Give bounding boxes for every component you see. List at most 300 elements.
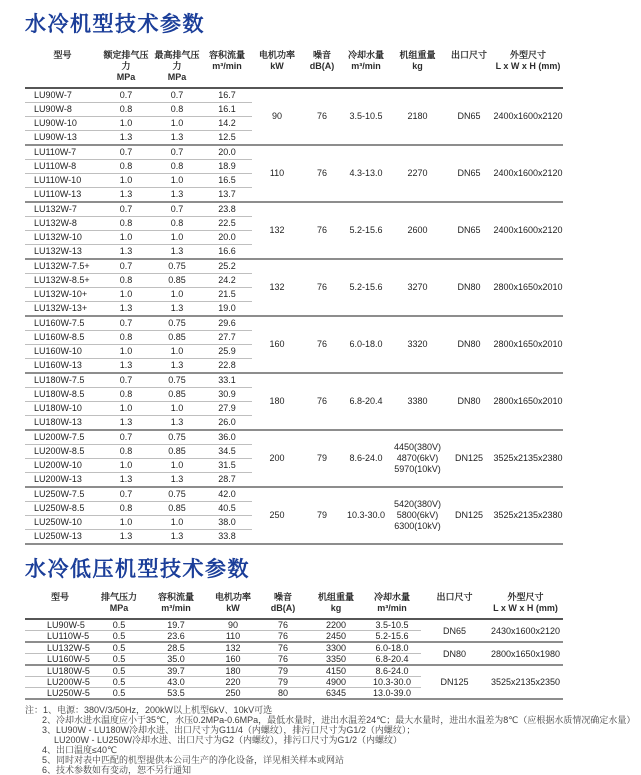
cell-outlet: DN125	[445, 487, 493, 544]
table-row	[25, 145, 563, 160]
column-header-model	[25, 592, 95, 619]
cell-model: LU200W-13	[25, 473, 100, 488]
cell-flow: 20.0	[202, 145, 252, 160]
column-header-outlet	[445, 50, 493, 88]
cell-line: 2600	[407, 225, 428, 235]
cell-pressure: 0.5	[95, 677, 143, 688]
cell-noise: 76	[302, 202, 342, 259]
cell-power: 110	[252, 145, 302, 202]
cell-outlet: DN65	[421, 619, 488, 642]
cell-weight	[390, 487, 445, 544]
header-unit: L x W x H (mm)	[493, 603, 558, 613]
cell-power: 132	[252, 202, 302, 259]
header-label: 额定排气压力	[103, 50, 149, 71]
cell-model: LU180W-7.5	[25, 373, 100, 388]
cell-noise: 76	[302, 259, 342, 316]
table-row	[25, 259, 563, 274]
header-unit: m³/min	[212, 61, 242, 71]
header-label: 电机功率	[214, 592, 251, 602]
header-unit: kg	[412, 61, 423, 71]
cell-model: LU250W-7.5	[25, 487, 100, 502]
cell-max-pressure: 1.0	[152, 288, 202, 302]
cell-water: 6.8-20.4	[342, 373, 390, 430]
column-header-weight	[309, 592, 363, 619]
header-label: 最高排气压力	[154, 50, 200, 71]
cell-max-pressure: 0.8	[152, 217, 202, 231]
cell-dims: 2400x1600x2120	[493, 202, 563, 259]
cell-max-pressure: 0.85	[152, 445, 202, 459]
cell-max-pressure: 0.75	[152, 316, 202, 331]
cell-flow: 29.6	[202, 316, 252, 331]
cell-rated-pressure: 1.3	[100, 359, 152, 374]
cell-flow: 35.0	[143, 654, 209, 666]
cell-flow: 16.7	[202, 88, 252, 103]
cell-water: 10.3-30.0	[363, 677, 421, 688]
cell-water: 3.5-10.5	[342, 88, 390, 145]
column-header-rated-pressure	[100, 50, 152, 88]
cell-model: LU160W-5	[25, 654, 95, 666]
cell-flow: 26.0	[202, 416, 252, 431]
cell-max-pressure: 0.7	[152, 88, 202, 103]
cell-flow: 38.0	[202, 516, 252, 530]
cell-model: LU250W-5	[25, 688, 95, 700]
cell-max-pressure: 0.75	[152, 430, 202, 445]
cell-rated-pressure: 1.3	[100, 188, 152, 203]
cell-weight: 4900	[309, 677, 363, 688]
cell-rated-pressure: 0.7	[100, 316, 152, 331]
cell-rated-pressure: 0.8	[100, 103, 152, 117]
note-line: 3、LU90W - LU180W冷却水进、出口尺寸为G11/4（内螺纹），排污口尺寸为G1/2（内螺纹）；	[42, 725, 416, 735]
cell-flow: 33.1	[202, 373, 252, 388]
cell-rated-pressure: 1.3	[100, 131, 152, 146]
cell-max-pressure: 0.85	[152, 502, 202, 516]
cell-model: LU160W-7.5	[25, 316, 100, 331]
cell-model: LU90W-10	[25, 117, 100, 131]
note-line: 2、冷却水进水温度应小于35℃，水压0.2MPa-0.6MPa，最低水量时，进出水温差24℃；最大水量时，进出水温差为8℃（应根据水质情况确定水量）	[42, 715, 636, 725]
header-label: 冷却水量	[347, 50, 384, 60]
cell-rated-pressure: 0.7	[100, 259, 152, 274]
table-row	[25, 487, 563, 502]
column-header-weight	[390, 50, 445, 88]
cell-max-pressure: 1.0	[152, 516, 202, 530]
cell-power: 220	[209, 677, 257, 688]
header-label: 噪音	[273, 592, 292, 602]
cell-max-pressure: 1.0	[152, 174, 202, 188]
cell-power: 180	[209, 665, 257, 677]
cell-outlet: DN125	[445, 430, 493, 487]
table1-title: 水冷机型技术参数	[25, 13, 205, 36]
cell-noise: 79	[302, 430, 342, 487]
cell-model: LU132W-13+	[25, 302, 100, 317]
cell-water: 8.6-24.0	[363, 665, 421, 677]
cell-line: 4450(380V)	[393, 442, 442, 452]
note-line: 5、同时对表中匹配的机型提供本公司生产的净化设备，详见相关样本或网站	[42, 755, 345, 765]
cell-model: LU132W-7.5+	[25, 259, 100, 274]
cell-line: 3270	[407, 282, 428, 292]
cell-weight: 4150	[309, 665, 363, 677]
cell-noise: 76	[257, 619, 309, 631]
header-unit: kg	[330, 603, 342, 613]
cell-rated-pressure: 1.0	[100, 516, 152, 530]
cell-model: LU200W-10	[25, 459, 100, 473]
table-row	[25, 430, 563, 445]
cell-flow: 22.8	[202, 359, 252, 374]
column-header-power	[252, 50, 302, 88]
cell-dims: 2400x1600x2120	[493, 88, 563, 145]
cell-flow: 25.2	[202, 259, 252, 274]
water-cooled-table-container	[25, 50, 641, 545]
cell-flow: 19.7	[143, 619, 209, 631]
column-header-power	[209, 592, 257, 619]
cell-weight	[390, 202, 445, 259]
column-header-flow	[143, 592, 209, 619]
cell-line: 5800(6kV)	[396, 510, 439, 520]
cell-max-pressure: 0.85	[152, 331, 202, 345]
cell-rated-pressure: 1.0	[100, 288, 152, 302]
cell-flow: 33.8	[202, 530, 252, 545]
header-label: 出口尺寸	[450, 50, 487, 60]
cell-max-pressure: 0.85	[152, 388, 202, 402]
cell-water: 5.2-15.6	[342, 259, 390, 316]
cell-water: 4.3-13.0	[342, 145, 390, 202]
cell-power: 200	[252, 430, 302, 487]
cell-rated-pressure: 1.3	[100, 302, 152, 317]
cell-pressure: 0.5	[95, 631, 143, 643]
cell-flow: 20.0	[202, 231, 252, 245]
cell-water: 6.0-18.0	[363, 642, 421, 654]
cell-outlet: DN125	[421, 665, 488, 699]
cell-model: LU90W-5	[25, 619, 95, 631]
cell-power: 110	[209, 631, 257, 643]
header-label: 机组重量	[317, 592, 354, 602]
cell-model: LU110W-13	[25, 188, 100, 203]
cell-power: 132	[209, 642, 257, 654]
cell-weight: 3350	[309, 654, 363, 666]
table-row	[25, 665, 563, 677]
cell-line: 6300(10kV)	[394, 521, 441, 531]
cell-pressure: 0.5	[95, 654, 143, 666]
cell-rated-pressure: 1.0	[100, 459, 152, 473]
header-label: 出口尺寸	[436, 592, 473, 602]
cell-weight	[390, 259, 445, 316]
cell-flow: 19.0	[202, 302, 252, 317]
cell-max-pressure: 1.0	[152, 459, 202, 473]
cell-rated-pressure: 1.0	[100, 231, 152, 245]
header-label: 型号	[50, 592, 69, 602]
cell-rated-pressure: 1.3	[100, 416, 152, 431]
cell-outlet: DN80	[445, 316, 493, 373]
cell-max-pressure: 0.8	[152, 103, 202, 117]
cell-line: 5970(10kV)	[394, 464, 441, 474]
column-header-noise	[257, 592, 309, 619]
cell-model: LU132W-13	[25, 245, 100, 260]
cell-power: 132	[252, 259, 302, 316]
cell-rated-pressure: 0.7	[100, 202, 152, 217]
cell-dims: 3525x2135x2350	[488, 665, 563, 699]
cell-outlet: DN80	[445, 373, 493, 430]
cell-rated-pressure: 1.3	[100, 473, 152, 488]
cell-outlet: DN80	[421, 642, 488, 665]
cell-model: LU90W-7	[25, 88, 100, 103]
cell-flow: 34.5	[202, 445, 252, 459]
cell-flow: 13.7	[202, 188, 252, 203]
cell-model: LU110W-5	[25, 631, 95, 643]
cell-weight: 3300	[309, 642, 363, 654]
header-label: 电机功率	[258, 50, 295, 60]
cell-max-pressure: 1.3	[152, 473, 202, 488]
cell-water: 6.0-18.0	[342, 316, 390, 373]
cell-model: LU90W-13	[25, 131, 100, 146]
column-header-max-pressure	[152, 50, 202, 88]
cell-rated-pressure: 0.8	[100, 502, 152, 516]
cell-model: LU180W-13	[25, 416, 100, 431]
cell-dims: 2800x1650x2010	[493, 259, 563, 316]
cell-outlet: DN65	[445, 202, 493, 259]
cell-flow: 23.8	[202, 202, 252, 217]
cell-line: 3380	[407, 396, 428, 406]
cell-noise: 76	[302, 145, 342, 202]
cell-flow: 28.5	[143, 642, 209, 654]
cell-water: 13.0-39.0	[363, 688, 421, 700]
cell-weight	[390, 430, 445, 487]
header-label: 排气压力	[100, 592, 137, 602]
cell-line: 2180	[407, 111, 428, 121]
cell-model: LU250W-10	[25, 516, 100, 530]
cell-weight: 2450	[309, 631, 363, 643]
cell-max-pressure: 1.3	[152, 188, 202, 203]
header-unit: MPa	[167, 72, 187, 82]
cell-flow: 42.0	[202, 487, 252, 502]
cell-flow: 39.7	[143, 665, 209, 677]
cell-rated-pressure: 0.7	[100, 487, 152, 502]
cell-max-pressure: 1.3	[152, 416, 202, 431]
cell-outlet: DN65	[445, 145, 493, 202]
cell-noise: 76	[302, 88, 342, 145]
cell-model: LU132W-8.5+	[25, 274, 100, 288]
cell-weight	[390, 373, 445, 430]
cell-model: LU110W-10	[25, 174, 100, 188]
cell-flow: 43.0	[143, 677, 209, 688]
cell-dims: 2430x1600x2120	[488, 619, 563, 642]
cell-rated-pressure: 0.8	[100, 160, 152, 174]
table-row	[25, 316, 563, 331]
cell-pressure: 0.5	[95, 665, 143, 677]
cell-power: 250	[252, 487, 302, 544]
cell-model: LU180W-5	[25, 665, 95, 677]
cell-max-pressure: 0.7	[152, 202, 202, 217]
header-label: 型号	[53, 50, 72, 60]
header-label: 噪音	[312, 50, 331, 60]
cell-dims: 2800x1650x2010	[493, 316, 563, 373]
cell-water: 5.2-15.6	[363, 631, 421, 643]
cell-flow: 23.6	[143, 631, 209, 643]
column-header-pressure	[95, 592, 143, 619]
cell-pressure: 0.5	[95, 688, 143, 700]
cell-weight	[390, 316, 445, 373]
column-header-dims	[488, 592, 563, 619]
table-row	[25, 642, 563, 654]
cell-power: 160	[252, 316, 302, 373]
header-row	[25, 592, 563, 619]
cell-weight: 2200	[309, 619, 363, 631]
cell-flow: 27.9	[202, 402, 252, 416]
water-cooled-spec-table	[25, 50, 563, 545]
cell-max-pressure: 1.0	[152, 117, 202, 131]
cell-max-pressure: 1.3	[152, 131, 202, 146]
cell-rated-pressure: 0.8	[100, 388, 152, 402]
header-label: 机组重量	[399, 50, 436, 60]
header-label: 容积流量	[157, 592, 194, 602]
cell-power: 90	[209, 619, 257, 631]
cell-power: 90	[252, 88, 302, 145]
cell-max-pressure: 1.3	[152, 245, 202, 260]
cell-max-pressure: 0.7	[152, 145, 202, 160]
cell-model: LU132W-7	[25, 202, 100, 217]
cell-weight	[390, 145, 445, 202]
table-row	[25, 202, 563, 217]
header-row	[25, 50, 563, 88]
cell-dims: 2400x1600x2120	[493, 145, 563, 202]
cell-model: LU250W-13	[25, 530, 100, 545]
cell-dims: 3525x2135x2380	[493, 430, 563, 487]
header-label: 外型尺寸	[509, 50, 546, 60]
low-pressure-spec-table	[25, 592, 563, 700]
header-unit: m³/min	[377, 603, 407, 613]
cell-max-pressure: 1.0	[152, 231, 202, 245]
header-label: 容积流量	[208, 50, 245, 60]
cell-model: LU90W-8	[25, 103, 100, 117]
cell-water: 3.5-10.5	[363, 619, 421, 631]
cell-outlet: DN80	[445, 259, 493, 316]
table-row	[25, 619, 563, 631]
cell-dims: 2800x1650x1980	[488, 642, 563, 665]
column-header-dims	[493, 50, 563, 88]
cell-model: LU110W-7	[25, 145, 100, 160]
note-line: 6、技术参数如有变动，恕不另行通知	[42, 765, 192, 775]
cell-model: LU132W-10+	[25, 288, 100, 302]
header-label: 冷却水量	[373, 592, 410, 602]
cell-noise: 76	[257, 631, 309, 643]
cell-model: LU160W-10	[25, 345, 100, 359]
cell-max-pressure: 0.75	[152, 487, 202, 502]
cell-model: LU132W-10	[25, 231, 100, 245]
cell-noise: 79	[302, 487, 342, 544]
note-line: 注：1、电源：380V/3/50Hz，200kW以上机型6kV、10kV可选	[25, 705, 273, 715]
header-unit: MPa	[109, 603, 129, 613]
header-unit: dB(A)	[309, 61, 335, 71]
cell-rated-pressure: 0.8	[100, 274, 152, 288]
cell-rated-pressure: 0.7	[100, 373, 152, 388]
cell-line: 3320	[407, 339, 428, 349]
cell-pressure: 0.5	[95, 619, 143, 631]
cell-water: 8.6-24.0	[342, 430, 390, 487]
cell-model: LU132W-8	[25, 217, 100, 231]
cell-noise: 76	[257, 642, 309, 654]
cell-water: 10.3-30.0	[342, 487, 390, 544]
cell-rated-pressure: 1.0	[100, 174, 152, 188]
cell-flow: 24.2	[202, 274, 252, 288]
header-unit: L x W x H (mm)	[495, 61, 561, 71]
cell-line: 5420(380V)	[393, 499, 442, 509]
cell-flow: 16.6	[202, 245, 252, 260]
cell-dims: 3525x2135x2380	[493, 487, 563, 544]
cell-line: 4870(6kV)	[396, 453, 439, 463]
cell-rated-pressure: 0.8	[100, 331, 152, 345]
cell-flow: 27.7	[202, 331, 252, 345]
cell-flow: 28.7	[202, 473, 252, 488]
header-unit: kW	[270, 61, 284, 71]
cell-rated-pressure: 0.7	[100, 430, 152, 445]
header-unit: m³/min	[161, 603, 191, 613]
note-line: LU200W - LU250W冷却水进、出口尺寸为G2（内螺纹），排污口尺寸为G1/2（内螺纹）	[54, 735, 403, 745]
cell-water: 6.8-20.4	[363, 654, 421, 666]
header-unit: MPa	[116, 72, 136, 82]
cell-flow: 21.5	[202, 288, 252, 302]
table2-title: 水冷低压机型技术参数	[25, 558, 250, 581]
cell-model: LU160W-8.5	[25, 331, 100, 345]
cell-rated-pressure: 0.7	[100, 145, 152, 160]
cell-line: 2270	[407, 168, 428, 178]
cell-dims: 2800x1650x2010	[493, 373, 563, 430]
cell-noise: 79	[257, 677, 309, 688]
cell-noise: 76	[257, 654, 309, 666]
cell-flow: 31.5	[202, 459, 252, 473]
column-header-water	[342, 50, 390, 88]
cell-outlet: DN65	[445, 88, 493, 145]
cell-max-pressure: 0.75	[152, 373, 202, 388]
cell-flow: 36.0	[202, 430, 252, 445]
cell-power: 180	[252, 373, 302, 430]
cell-model: LU180W-10	[25, 402, 100, 416]
cell-rated-pressure: 1.3	[100, 245, 152, 260]
cell-flow: 16.5	[202, 174, 252, 188]
cell-flow: 16.1	[202, 103, 252, 117]
column-header-noise	[302, 50, 342, 88]
cell-model: LU110W-8	[25, 160, 100, 174]
header-unit: m³/min	[351, 61, 381, 71]
cell-noise: 79	[257, 665, 309, 677]
column-header-water	[363, 592, 421, 619]
cell-model: LU200W-7.5	[25, 430, 100, 445]
cell-max-pressure: 1.0	[152, 345, 202, 359]
header-label: 外型尺寸	[507, 592, 544, 602]
cell-model: LU250W-8.5	[25, 502, 100, 516]
cell-noise: 80	[257, 688, 309, 700]
cell-water: 5.2-15.6	[342, 202, 390, 259]
cell-rated-pressure: 0.7	[100, 88, 152, 103]
cell-pressure: 0.5	[95, 642, 143, 654]
cell-power: 160	[209, 654, 257, 666]
table-row	[25, 88, 563, 103]
column-header-flow	[202, 50, 252, 88]
cell-flow: 12.5	[202, 131, 252, 146]
cell-max-pressure: 1.3	[152, 359, 202, 374]
cell-model: LU180W-8.5	[25, 388, 100, 402]
cell-rated-pressure: 1.0	[100, 402, 152, 416]
cell-flow: 18.9	[202, 160, 252, 174]
cell-rated-pressure: 0.8	[100, 445, 152, 459]
cell-flow: 22.5	[202, 217, 252, 231]
cell-model: LU200W-5	[25, 677, 95, 688]
cell-max-pressure: 0.75	[152, 259, 202, 274]
cell-noise: 76	[302, 373, 342, 430]
column-header-outlet	[421, 592, 488, 619]
cell-flow: 25.9	[202, 345, 252, 359]
cell-rated-pressure: 1.0	[100, 345, 152, 359]
cell-power: 250	[209, 688, 257, 700]
cell-model: LU160W-13	[25, 359, 100, 374]
cell-max-pressure: 1.0	[152, 402, 202, 416]
